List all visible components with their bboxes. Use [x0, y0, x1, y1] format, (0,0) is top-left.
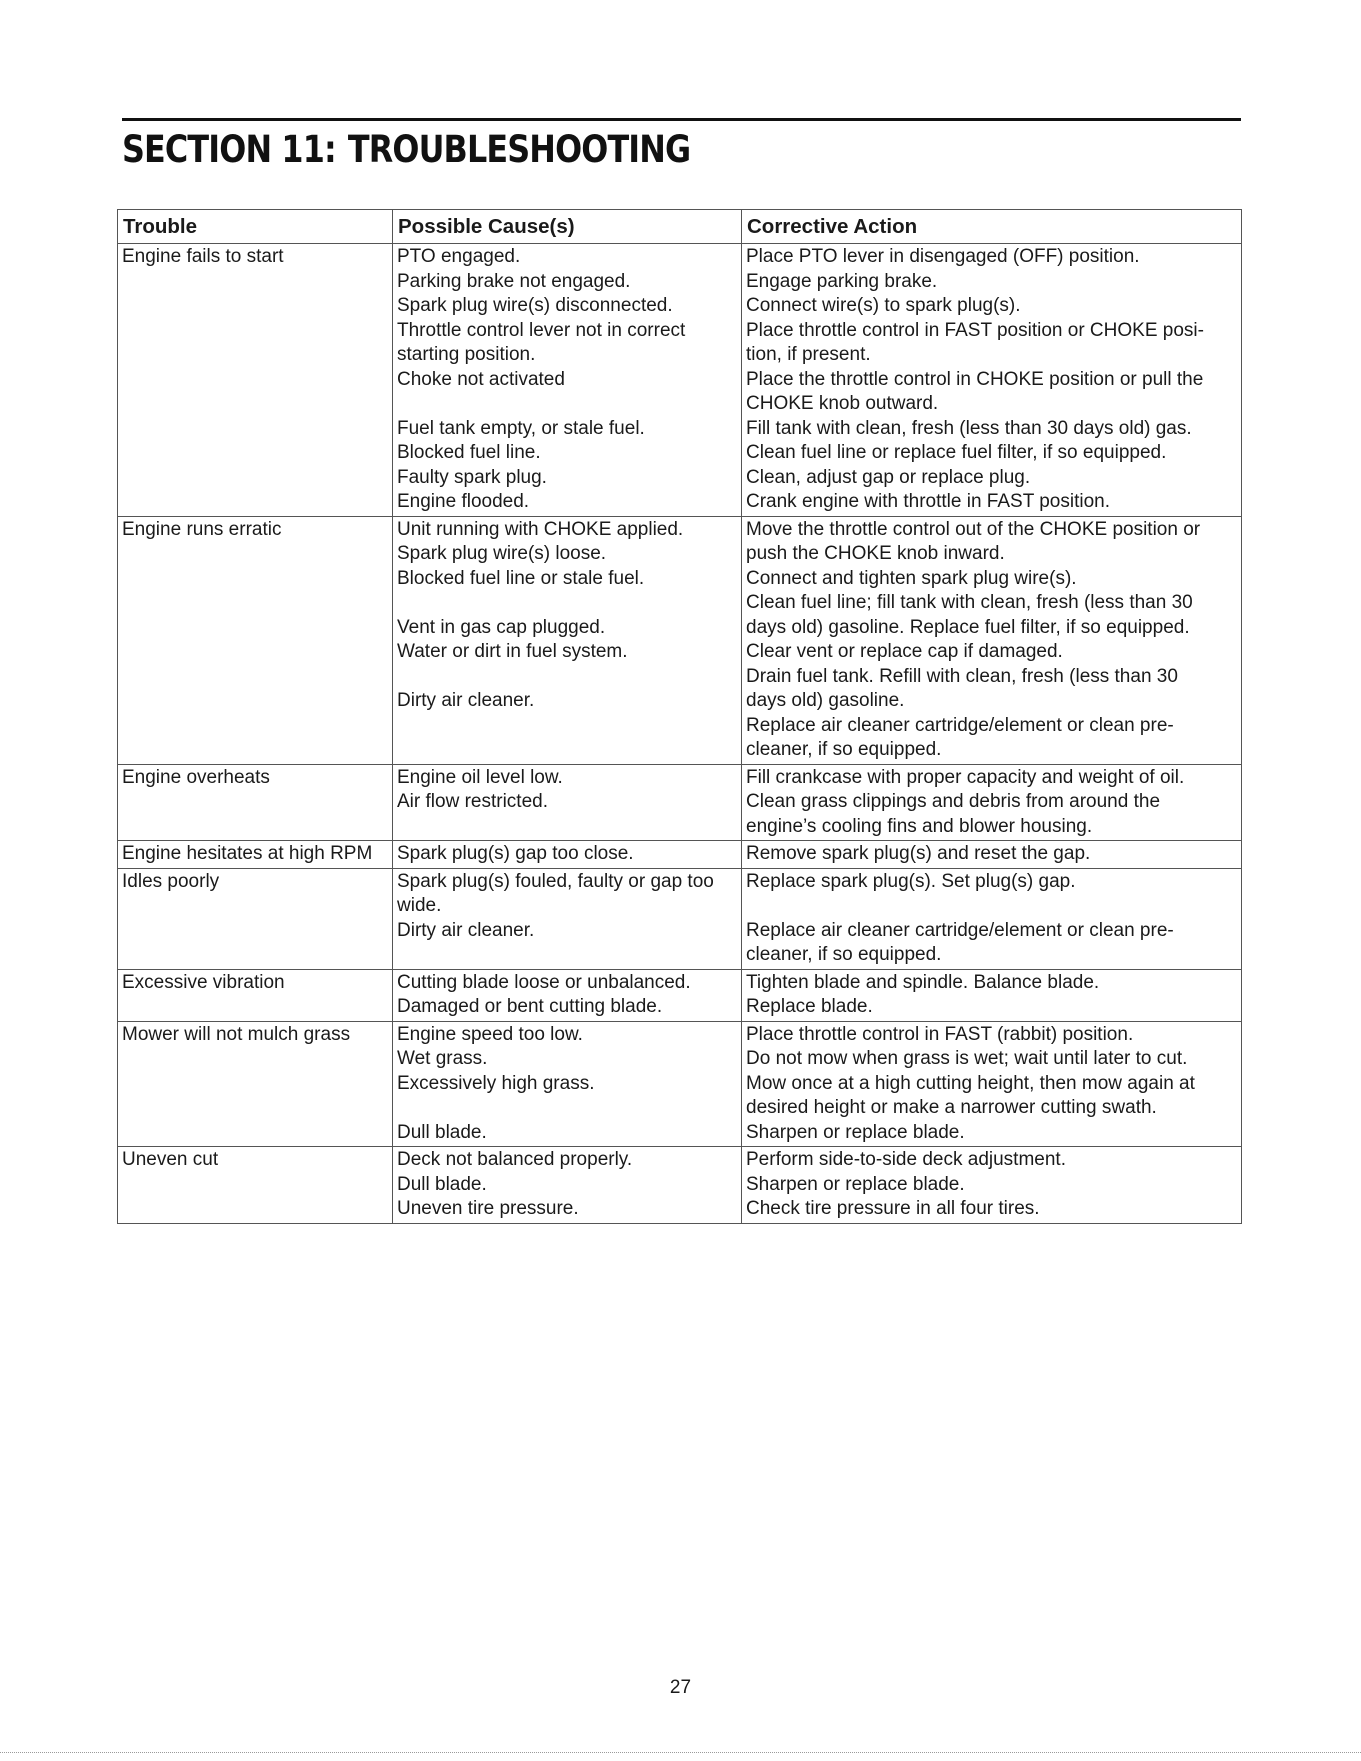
- page-number: 27: [669, 1677, 692, 1698]
- cell-line: Replace spark plug(s). Set plug(s) gap.: [746, 870, 1076, 892]
- cell-line: Excessive vibration: [122, 971, 285, 993]
- cell-line: Spark plug(s) fouled, faulty or gap too: [397, 870, 714, 892]
- cause-cell: [393, 841, 742, 869]
- cell-line: Clean fuel line; fill tank with clean, fresh (less than 30: [746, 592, 1193, 613]
- cell-line: Engine hesitates at high RPM: [122, 843, 373, 864]
- cell-line: Engage parking brake.: [746, 270, 938, 292]
- cell-line: [397, 1096, 737, 1121]
- cause-cell: [393, 1147, 742, 1224]
- trouble-cell: [118, 516, 393, 764]
- cell-line: Parking brake not engaged.: [397, 270, 631, 292]
- table-body: [118, 244, 1242, 1224]
- cell-line: wide.: [397, 895, 442, 916]
- table-row: [118, 868, 1242, 969]
- cell-line: PTO engaged.: [397, 246, 521, 267]
- header-possible-causes: Possible Cause(s): [393, 210, 742, 244]
- cell-line: [397, 815, 737, 840]
- cell-line: [397, 738, 737, 763]
- cell-line: Fill tank with clean, fresh (less than 30 days old) gas.: [746, 417, 1192, 439]
- cell-line: Place the throttle control in CHOKE position or pull the: [746, 368, 1204, 390]
- cell-line: Deck not balanced properly.: [397, 1149, 633, 1170]
- cause-cell: [393, 969, 742, 1021]
- action-cell: [742, 969, 1242, 1021]
- cell-line: Damaged or bent cutting blade.: [397, 996, 663, 1017]
- cell-line: Choke not activated: [397, 368, 565, 390]
- cell-line: Engine fails to start: [122, 246, 284, 267]
- cell-line: Engine oil level low.: [397, 766, 563, 788]
- cause-cell: [393, 868, 742, 969]
- table-row: [118, 1021, 1242, 1147]
- cell-line: [397, 392, 737, 417]
- cell-line: days old) gasoline. Replace fuel filter, if so equipped.: [746, 616, 1190, 638]
- cell-line: Spark plug wire(s) loose.: [397, 543, 607, 564]
- cell-line: Perform side-to-side deck adjustment.: [746, 1149, 1066, 1170]
- cell-line: Connect wire(s) to spark plug(s).: [746, 295, 1021, 316]
- cell-line: Throttle control lever not in correct: [397, 319, 686, 341]
- cell-line: Air flow restricted.: [397, 791, 548, 812]
- cell-line: Dirty air cleaner.: [397, 919, 535, 941]
- cell-line: Clean grass clippings and debris from around the: [746, 791, 1161, 812]
- page-bottom-rule: [0, 1752, 1361, 1753]
- cell-line: desired height or make a narrower cutting swath.: [746, 1097, 1157, 1118]
- table-row: [118, 841, 1242, 869]
- cell-line: days old) gasoline.: [746, 690, 905, 711]
- cell-line: Uneven tire pressure.: [397, 1198, 579, 1219]
- cell-line: Sharpen or replace blade.: [746, 1173, 965, 1195]
- cell-line: Fill crankcase with proper capacity and weight of oil.: [746, 766, 1185, 788]
- cell-line: Replace air cleaner cartridge/element or clean pre-: [746, 714, 1174, 736]
- trouble-cell: [118, 1021, 393, 1147]
- cell-line: Clean fuel line or replace fuel filter, if so equipped.: [746, 442, 1167, 463]
- cell-line: Check tire pressure in all four tires.: [746, 1198, 1040, 1219]
- cell-line: Do not mow when grass is wet; wait until later to cut.: [746, 1048, 1188, 1069]
- action-cell: [742, 764, 1242, 841]
- header-trouble: Trouble: [118, 210, 393, 244]
- cell-line: Engine runs erratic: [122, 518, 282, 540]
- cell-line: engine’s cooling fins and blower housing.: [746, 815, 1093, 837]
- table-header-row: [118, 210, 1242, 244]
- table-row: [118, 244, 1242, 517]
- cell-line: Replace blade.: [746, 996, 873, 1017]
- cell-line: Excessively high grass.: [397, 1072, 595, 1094]
- trouble-cell: [118, 764, 393, 841]
- cause-cell: [393, 1021, 742, 1147]
- cell-line: Water or dirt in fuel system.: [397, 641, 628, 662]
- cell-line: cleaner, if so equipped.: [746, 944, 942, 965]
- action-cell: [742, 244, 1242, 517]
- cell-line: Mow once at a high cutting height, then mow again at: [746, 1072, 1195, 1094]
- cell-line: Place PTO lever in disengaged (OFF) position.: [746, 246, 1140, 267]
- cell-line: Crank engine with throttle in FAST position.: [746, 491, 1111, 512]
- cell-line: Sharpen or replace blade.: [746, 1121, 965, 1143]
- cell-line: Blocked fuel line.: [397, 442, 541, 463]
- cell-line: Connect and tighten spark plug wire(s).: [746, 567, 1077, 589]
- cell-line: [397, 714, 737, 739]
- cell-line: Place throttle control in FAST (rabbit) position.: [746, 1023, 1134, 1045]
- cell-line: push the CHOKE knob inward.: [746, 543, 1005, 564]
- table-row: [118, 1147, 1242, 1224]
- cell-line: Spark plug(s) gap too close.: [397, 843, 634, 864]
- cause-cell: [393, 244, 742, 517]
- action-cell: [742, 868, 1242, 969]
- cell-line: Tighten blade and spindle. Balance blade.: [746, 971, 1100, 993]
- cell-line: CHOKE knob outward.: [746, 393, 939, 414]
- cell-line: Cutting blade loose or unbalanced.: [397, 971, 691, 993]
- cell-line: Unit running with CHOKE applied.: [397, 518, 684, 540]
- action-cell: [742, 1021, 1242, 1147]
- cell-line: Faulty spark plug.: [397, 466, 547, 488]
- trouble-cell: [118, 868, 393, 969]
- cell-line: [746, 894, 1237, 919]
- action-cell: [742, 841, 1242, 869]
- cell-line: Dirty air cleaner.: [397, 690, 535, 711]
- cell-line: starting position.: [397, 344, 536, 365]
- table-row: [118, 516, 1242, 764]
- table-row: [118, 764, 1242, 841]
- cell-line: cleaner, if so equipped.: [746, 739, 942, 760]
- section-top-rule: [122, 118, 1241, 121]
- troubleshooting-table: [117, 209, 1242, 1224]
- cell-line: [397, 943, 737, 968]
- cell-line: Move the throttle control out of the CHOKE position or: [746, 518, 1201, 540]
- trouble-cell: [118, 244, 393, 517]
- section-title: [122, 128, 690, 171]
- trouble-cell: [118, 969, 393, 1021]
- cell-line: Idles poorly: [122, 870, 220, 892]
- cell-line: Vent in gas cap plugged.: [397, 616, 606, 638]
- cell-line: Uneven cut: [122, 1149, 219, 1170]
- header-corrective-action: Corrective Action: [742, 210, 1242, 244]
- cell-line: Engine speed too low.: [397, 1023, 583, 1045]
- cell-line: Dull blade.: [397, 1173, 487, 1195]
- section-name: TROUBLESHOOTING: [347, 128, 691, 171]
- cell-line: [397, 591, 737, 616]
- cell-line: Remove spark plug(s) and reset the gap.: [746, 843, 1091, 864]
- cell-line: Engine flooded.: [397, 491, 530, 512]
- cell-line: Wet grass.: [397, 1048, 488, 1069]
- trouble-cell: [118, 1147, 393, 1224]
- action-cell: [742, 1147, 1242, 1224]
- cell-line: Place throttle control in FAST position or CHOKE posi-: [746, 319, 1204, 341]
- cell-line: Clean, adjust gap or replace plug.: [746, 466, 1031, 488]
- cell-line: Replace air cleaner cartridge/element or clean pre-: [746, 919, 1174, 941]
- cell-line: Blocked fuel line or stale fuel.: [397, 567, 645, 589]
- trouble-cell: [118, 841, 393, 869]
- action-cell: [742, 516, 1242, 764]
- cell-line: Clear vent or replace cap if damaged.: [746, 641, 1063, 662]
- table-row: [118, 969, 1242, 1021]
- cause-cell: [393, 516, 742, 764]
- cause-cell: [393, 764, 742, 841]
- cell-line: tion, if present.: [746, 344, 871, 365]
- cell-line: [397, 665, 737, 690]
- cell-line: Dull blade.: [397, 1121, 487, 1143]
- cell-line: Drain fuel tank. Refill with clean, fresh (less than 30: [746, 665, 1178, 687]
- cell-line: Spark plug wire(s) disconnected.: [397, 295, 673, 316]
- cell-line: Mower will not mulch grass: [122, 1023, 351, 1045]
- section-label: SECTION 11:: [122, 128, 336, 171]
- cell-line: Fuel tank empty, or stale fuel.: [397, 417, 645, 439]
- cell-line: Engine overheats: [122, 766, 270, 788]
